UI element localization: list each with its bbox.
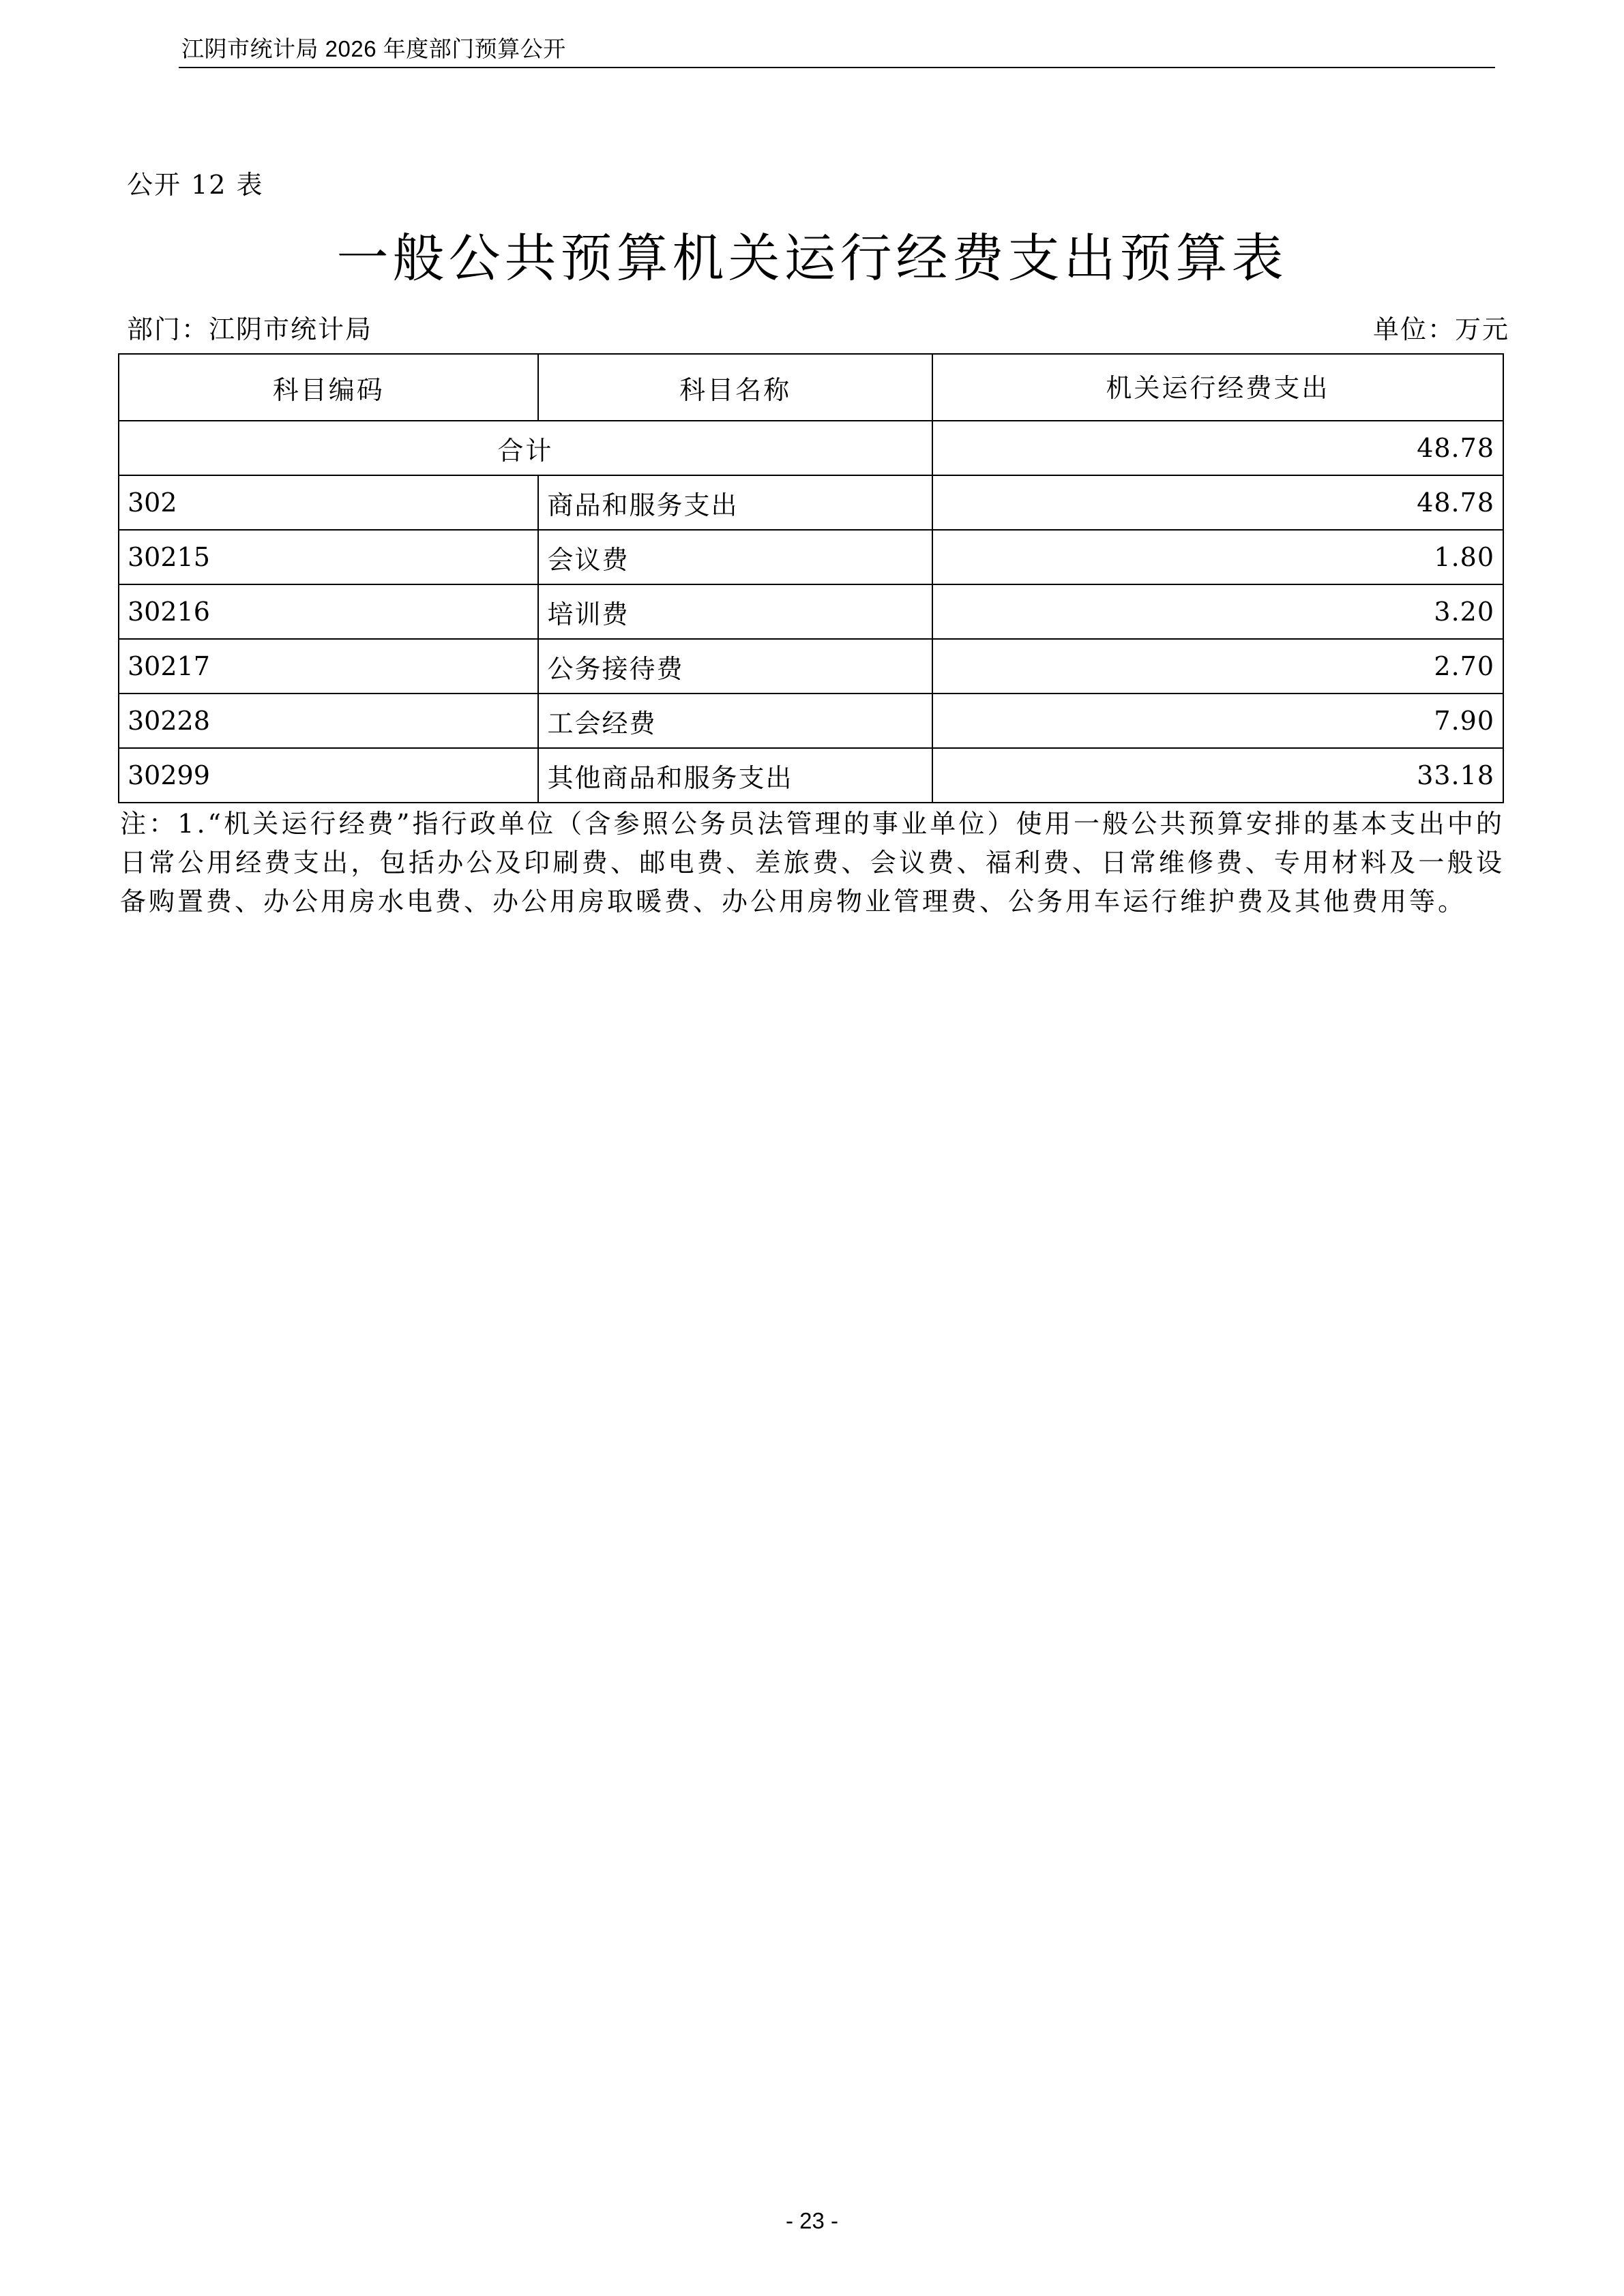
table-row: [119, 584, 1503, 639]
row-amount: 48.78: [932, 475, 1503, 530]
total-label: 合计: [119, 421, 932, 475]
table-number: 公开 12 表: [127, 170, 264, 200]
row-code: 30216: [119, 584, 538, 639]
budget-table: [118, 353, 1504, 803]
row-amount: 3.20: [932, 584, 1503, 639]
row-amount: 7.90: [932, 694, 1503, 748]
unit-label: 单位：万元: [1372, 314, 1509, 344]
page-header: [179, 27, 1495, 68]
row-name: 工会经费: [538, 694, 932, 748]
page-number: - 23 -: [785, 2208, 839, 2233]
row-code: 30215: [119, 530, 538, 584]
column-header-name: 科目名称: [538, 354, 932, 421]
table-row: [119, 694, 1503, 748]
row-amount: 33.18: [932, 748, 1503, 803]
row-name: 会议费: [538, 530, 932, 584]
table-row: [119, 530, 1503, 584]
row-amount: 1.80: [932, 530, 1503, 584]
running-title: 江阴市统计局 2026 年度部门预算公开: [181, 36, 566, 61]
row-code: 30228: [119, 694, 538, 748]
row-code: 30217: [119, 639, 538, 694]
column-header-amount: 机关运行经费支出: [932, 354, 1503, 421]
footnote: 注：1.“机关运行经费”指行政单位（含参照公务员法管理的事业单位）使用一般公共预算安排的基本支出中的日常公用经费支出，包括办公及印刷费、邮电费、差旅费、会议费、福利费、日常维修费、专用材料及一般设备购置费、办公用房水电费、办公用房取暖费、办公用房物业管理费、公务用车运行维护费及其他费用等。: [120, 809, 1505, 916]
page-title: 一般公共预算机关运行经费支出预算表: [336, 228, 1288, 288]
total-row: [119, 421, 1503, 475]
row-name: 培训费: [538, 584, 932, 639]
row-name: 其他商品和服务支出: [538, 748, 932, 803]
department-label: 部门：江阴市统计局: [127, 314, 373, 344]
row-name: 公务接待费: [538, 639, 932, 694]
total-amount: 48.78: [932, 421, 1503, 475]
row-amount: 2.70: [932, 639, 1503, 694]
row-code: 302: [119, 475, 538, 530]
row-code: 30299: [119, 748, 538, 803]
table-row: [119, 748, 1503, 803]
table-row: [119, 475, 1503, 530]
column-header-code: 科目编码: [119, 354, 538, 421]
table-header-row: [119, 354, 1503, 421]
table-row: [119, 639, 1503, 694]
row-name: 商品和服务支出: [538, 475, 932, 530]
